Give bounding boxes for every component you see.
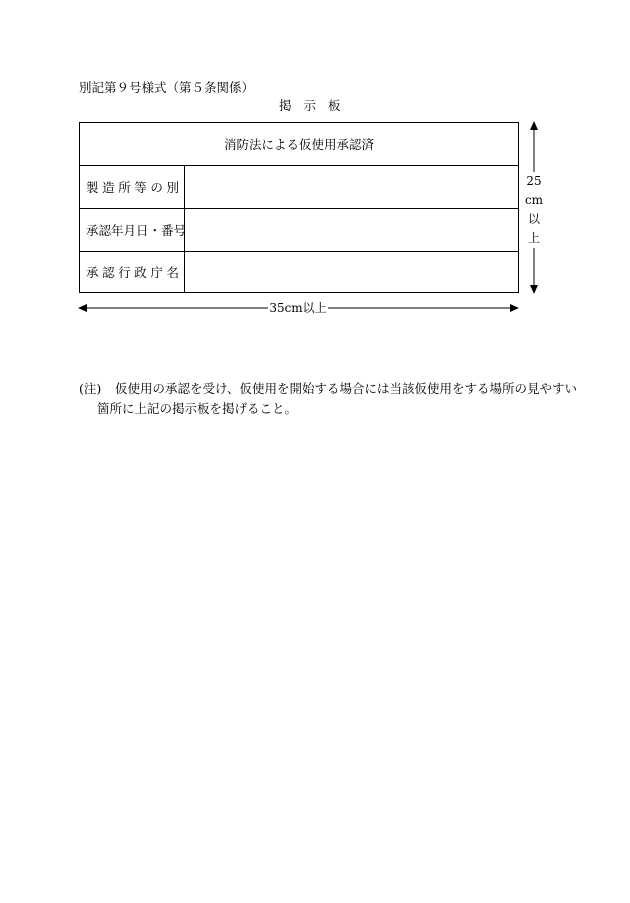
- row-label-approving-authority: 承認行政庁名: [80, 252, 185, 292]
- row-label-facility-type: 製造所等の別: [80, 166, 185, 208]
- board-title: 掲示板: [279, 98, 353, 113]
- width-dimension-label: 35cm以上: [269, 301, 327, 315]
- note-mark: (注): [79, 381, 102, 396]
- arrow-left-icon: [78, 304, 87, 312]
- height-dim-part: 以: [527, 212, 540, 226]
- height-dimension-label: [519, 172, 549, 248]
- form-number-label: 別記第９号様式（第５条関係）: [79, 80, 255, 95]
- height-dim-part: 25: [526, 174, 542, 188]
- note-text-line-1: 仮使用の承認を受け、仮使用を開始する場合には当該仮使用をする場所の見やすい: [115, 381, 578, 396]
- arrow-right-icon: [510, 304, 519, 312]
- arrow-down-icon: [530, 285, 538, 294]
- arrow-up-icon: [530, 121, 538, 130]
- row-label-approval-date-number: 承認年月日・番号: [80, 209, 185, 251]
- height-dim-part: 上: [527, 231, 540, 245]
- height-dim-part: cm: [524, 193, 544, 207]
- note-text-line-2: 箇所に上記の掲示板を掲げること。: [97, 401, 298, 416]
- board-header: 消防法による仮使用承認済: [80, 123, 518, 166]
